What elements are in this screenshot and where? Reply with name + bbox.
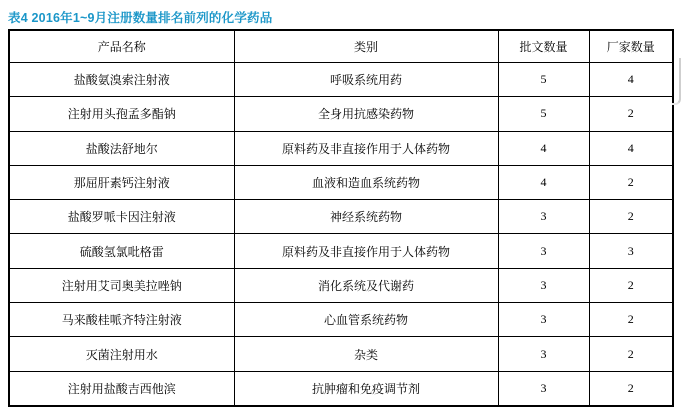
table-title: 表4 2016年1~9月注册数量排名前列的化学药品 bbox=[8, 11, 273, 25]
table-row bbox=[9, 97, 673, 131]
cell-approvals: 5 bbox=[498, 97, 589, 131]
chemical-drugs-table bbox=[8, 29, 674, 407]
cell-product: 盐酸法舒地尔 bbox=[9, 131, 234, 165]
cell-category: 神经系统药物 bbox=[234, 200, 498, 234]
table-row bbox=[9, 165, 673, 199]
table-row bbox=[9, 234, 673, 268]
cell-manufacturers: 2 bbox=[589, 200, 673, 234]
cell-category: 杂类 bbox=[234, 337, 498, 371]
cell-approvals: 3 bbox=[498, 371, 589, 406]
cell-manufacturers: 2 bbox=[589, 371, 673, 406]
cell-manufacturers: 2 bbox=[589, 303, 673, 337]
cell-category: 消化系统及代谢药 bbox=[234, 268, 498, 302]
cell-manufacturers: 2 bbox=[589, 337, 673, 371]
cell-product: 注射用盐酸吉西他滨 bbox=[9, 371, 234, 406]
column-header-product: 产品名称 bbox=[9, 30, 234, 63]
cell-approvals: 3 bbox=[498, 337, 589, 371]
cell-manufacturers: 2 bbox=[589, 97, 673, 131]
column-header-approvals: 批文数量 bbox=[498, 30, 589, 63]
cell-product: 注射用艾司奥美拉唑钠 bbox=[9, 268, 234, 302]
cell-approvals: 5 bbox=[498, 63, 589, 97]
cell-category: 原料药及非直接作用于人体药物 bbox=[234, 234, 498, 268]
cell-category: 抗肿瘤和免疫调节剂 bbox=[234, 371, 498, 406]
cell-product: 硫酸氢氯吡格雷 bbox=[9, 234, 234, 268]
cell-product: 那屈肝素钙注射液 bbox=[9, 165, 234, 199]
table-row bbox=[9, 200, 673, 234]
cell-product: 注射用头孢孟多酯钠 bbox=[9, 97, 234, 131]
table-row bbox=[9, 131, 673, 165]
cell-approvals: 4 bbox=[498, 165, 589, 199]
table-row bbox=[9, 371, 673, 406]
cell-approvals: 4 bbox=[498, 131, 589, 165]
cell-manufacturers: 3 bbox=[589, 234, 673, 268]
cell-category: 血液和造血系统药物 bbox=[234, 165, 498, 199]
cell-manufacturers: 2 bbox=[589, 268, 673, 302]
column-header-manufacturers: 厂家数量 bbox=[589, 30, 673, 63]
table-row bbox=[9, 268, 673, 302]
table-row bbox=[9, 303, 673, 337]
cell-manufacturers: 4 bbox=[589, 63, 673, 97]
cell-approvals: 3 bbox=[498, 234, 589, 268]
header-row bbox=[9, 30, 673, 63]
cell-approvals: 3 bbox=[498, 200, 589, 234]
cell-category: 原料药及非直接作用于人体药物 bbox=[234, 131, 498, 165]
cell-category: 心血管系统药物 bbox=[234, 303, 498, 337]
table-row bbox=[9, 63, 673, 97]
cell-category: 呼吸系统用药 bbox=[234, 63, 498, 97]
cell-product: 盐酸氨溴索注射液 bbox=[9, 63, 234, 97]
cell-category: 全身用抗感染药物 bbox=[234, 97, 498, 131]
table-row bbox=[9, 337, 673, 371]
cell-product: 盐酸罗哌卡因注射液 bbox=[9, 200, 234, 234]
cell-product: 马来酸桂哌齐特注射液 bbox=[9, 303, 234, 337]
cell-approvals: 3 bbox=[498, 268, 589, 302]
cell-approvals: 3 bbox=[498, 303, 589, 337]
column-header-category: 类别 bbox=[234, 30, 498, 63]
page-edge-artifact bbox=[672, 58, 681, 105]
cell-product: 灭菌注射用水 bbox=[9, 337, 234, 371]
cell-manufacturers: 2 bbox=[589, 165, 673, 199]
cell-manufacturers: 4 bbox=[589, 131, 673, 165]
